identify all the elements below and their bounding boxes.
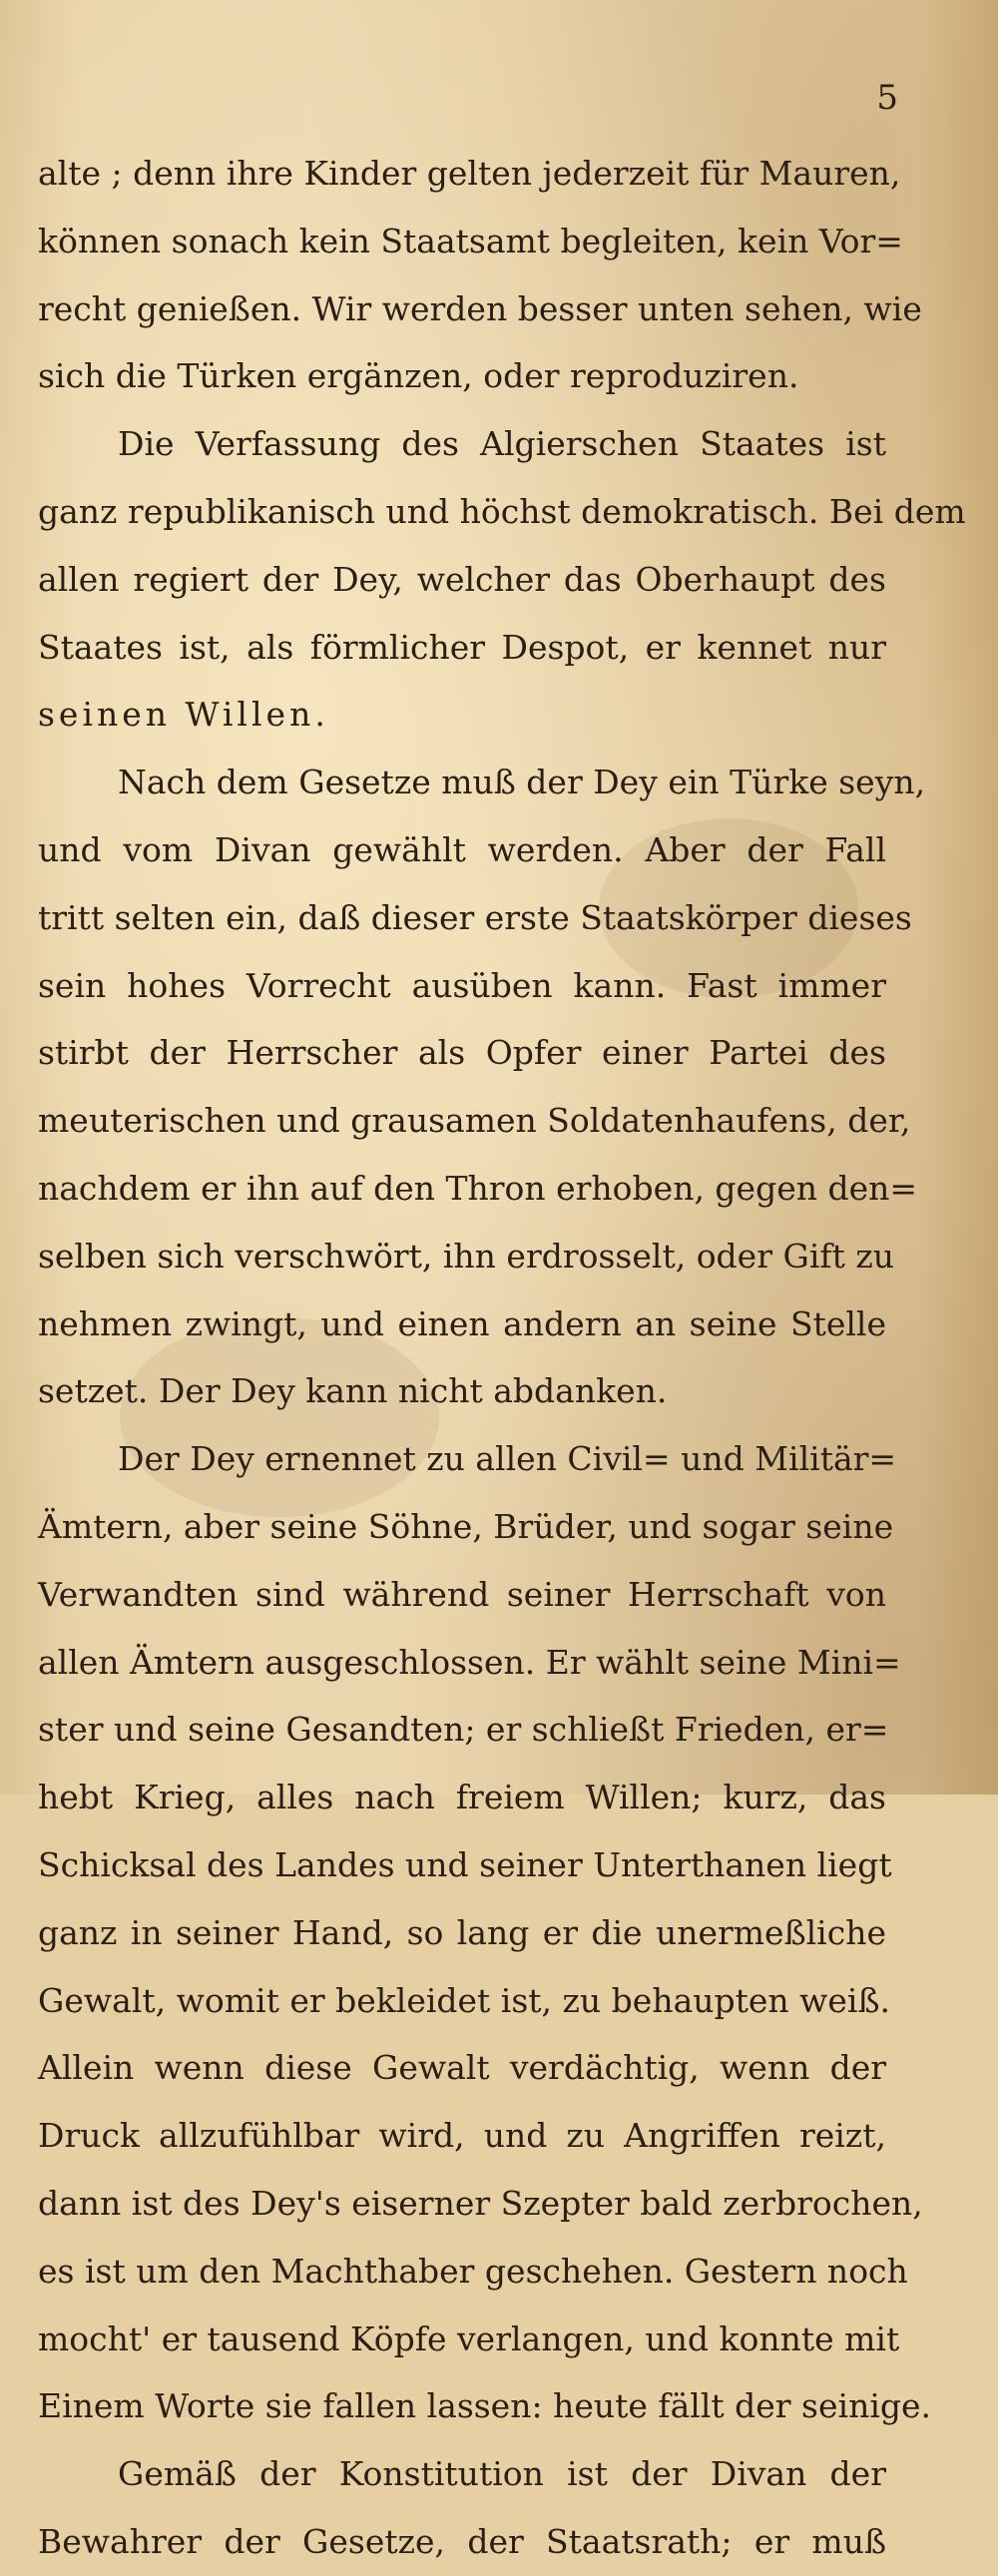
text-line: Nach dem Gesetze muß der Dey ein Türke seyn,: [118, 763, 926, 802]
page-number: 5: [876, 78, 898, 118]
text-line: selben sich verschwört, ihn erdrosselt, oder Gift zu: [38, 1236, 894, 1276]
text-line: Bewahrer der Gesetze, der Staatsrath; er muß: [38, 2521, 886, 2561]
text-line: nachdem er ihn auf den Thron erhoben, gegen den=: [38, 1168, 918, 1208]
text-line: dann ist des Dey's eiserner Szepter bald zerbrochen,: [38, 2183, 923, 2223]
text-line: seinen Willen.: [38, 695, 329, 735]
text-line: allen regiert der Dey, welcher das Oberhaupt des: [38, 559, 886, 599]
text-line: Der Dey ernennet zu allen Civil= und Militär=: [118, 1439, 897, 1479]
text-line: Schicksal des Landes und seiner Unterthanen liegt: [38, 1844, 892, 1884]
text-line: es ist um den Machthaber geschehen. Gestern noch: [38, 2251, 908, 2291]
text-line: Staates ist, als förmlicher Despot, er kennet nur: [38, 627, 886, 667]
text-line: stirbt der Herrscher als Opfer einer Partei des: [38, 1033, 886, 1073]
text-line: ster und seine Gesandten; er schließt Frieden, er=: [38, 1710, 889, 1750]
text-line: nehmen zwingt, und einen andern an seine Stelle: [38, 1303, 886, 1343]
text-line: mocht' er tausend Köpfe verlangen, und konnte mit: [38, 2318, 900, 2358]
text-line: Ämtern, aber seine Söhne, Brüder, und sogar seine: [38, 1506, 894, 1546]
text-line: Verwandten sind während seiner Herrschaft von: [38, 1574, 886, 1614]
text-line: setzet. Der Dey kann nicht abdanken.: [38, 1371, 668, 1411]
text-line: und vom Divan gewählt werden. Aber der Fall: [38, 829, 886, 869]
text-line: recht genießen. Wir werden besser unten sehen, wie: [38, 288, 922, 328]
text-line: sich die Türken ergänzen, oder reproduziren.: [38, 356, 799, 396]
text-line: alte ; denn ihre Kinder gelten jederzeit für Mauren,: [38, 154, 901, 193]
text-line: ganz republikanisch und höchst demokratisch. Bei dem: [38, 491, 966, 531]
text-line: Gewalt, womit er bekleidet ist, zu behaupten weiß.: [38, 1980, 891, 2020]
body-text: [38, 140, 966, 2576]
text-line: sein hohes Vorrecht ausüben kann. Fast immer: [38, 965, 886, 1005]
text-line: können sonach kein Staatsamt begleiten, kein Vor=: [38, 221, 903, 260]
text-line: meuterischen und grausamen Soldatenhaufens, der,: [38, 1101, 911, 1141]
text-line: Die Verfassung des Algierschen Staates ist: [118, 424, 886, 464]
text-line: Einem Worte sie fallen lassen: heute fällt der seinige.: [38, 2386, 932, 2426]
text-line: allen Ämtern ausgeschlossen. Er wählt seine Mini=: [38, 1642, 901, 1682]
text-line: Druck allzufühlbar wird, und zu Angriffen reizt,: [38, 2116, 886, 2156]
text-line: ganz in seiner Hand, so lang er die unermeßliche: [38, 1912, 886, 1952]
text-line: tritt selten ein, daß dieser erste Staatskörper dieses: [38, 897, 912, 937]
text-line: Gemäß der Konstitution ist der Divan der: [118, 2454, 886, 2494]
text-line: Allein wenn diese Gewalt verdächtig, wenn der: [38, 2048, 886, 2088]
text-line: hebt Krieg, alles nach freiem Willen; kurz, das: [38, 1778, 886, 1817]
